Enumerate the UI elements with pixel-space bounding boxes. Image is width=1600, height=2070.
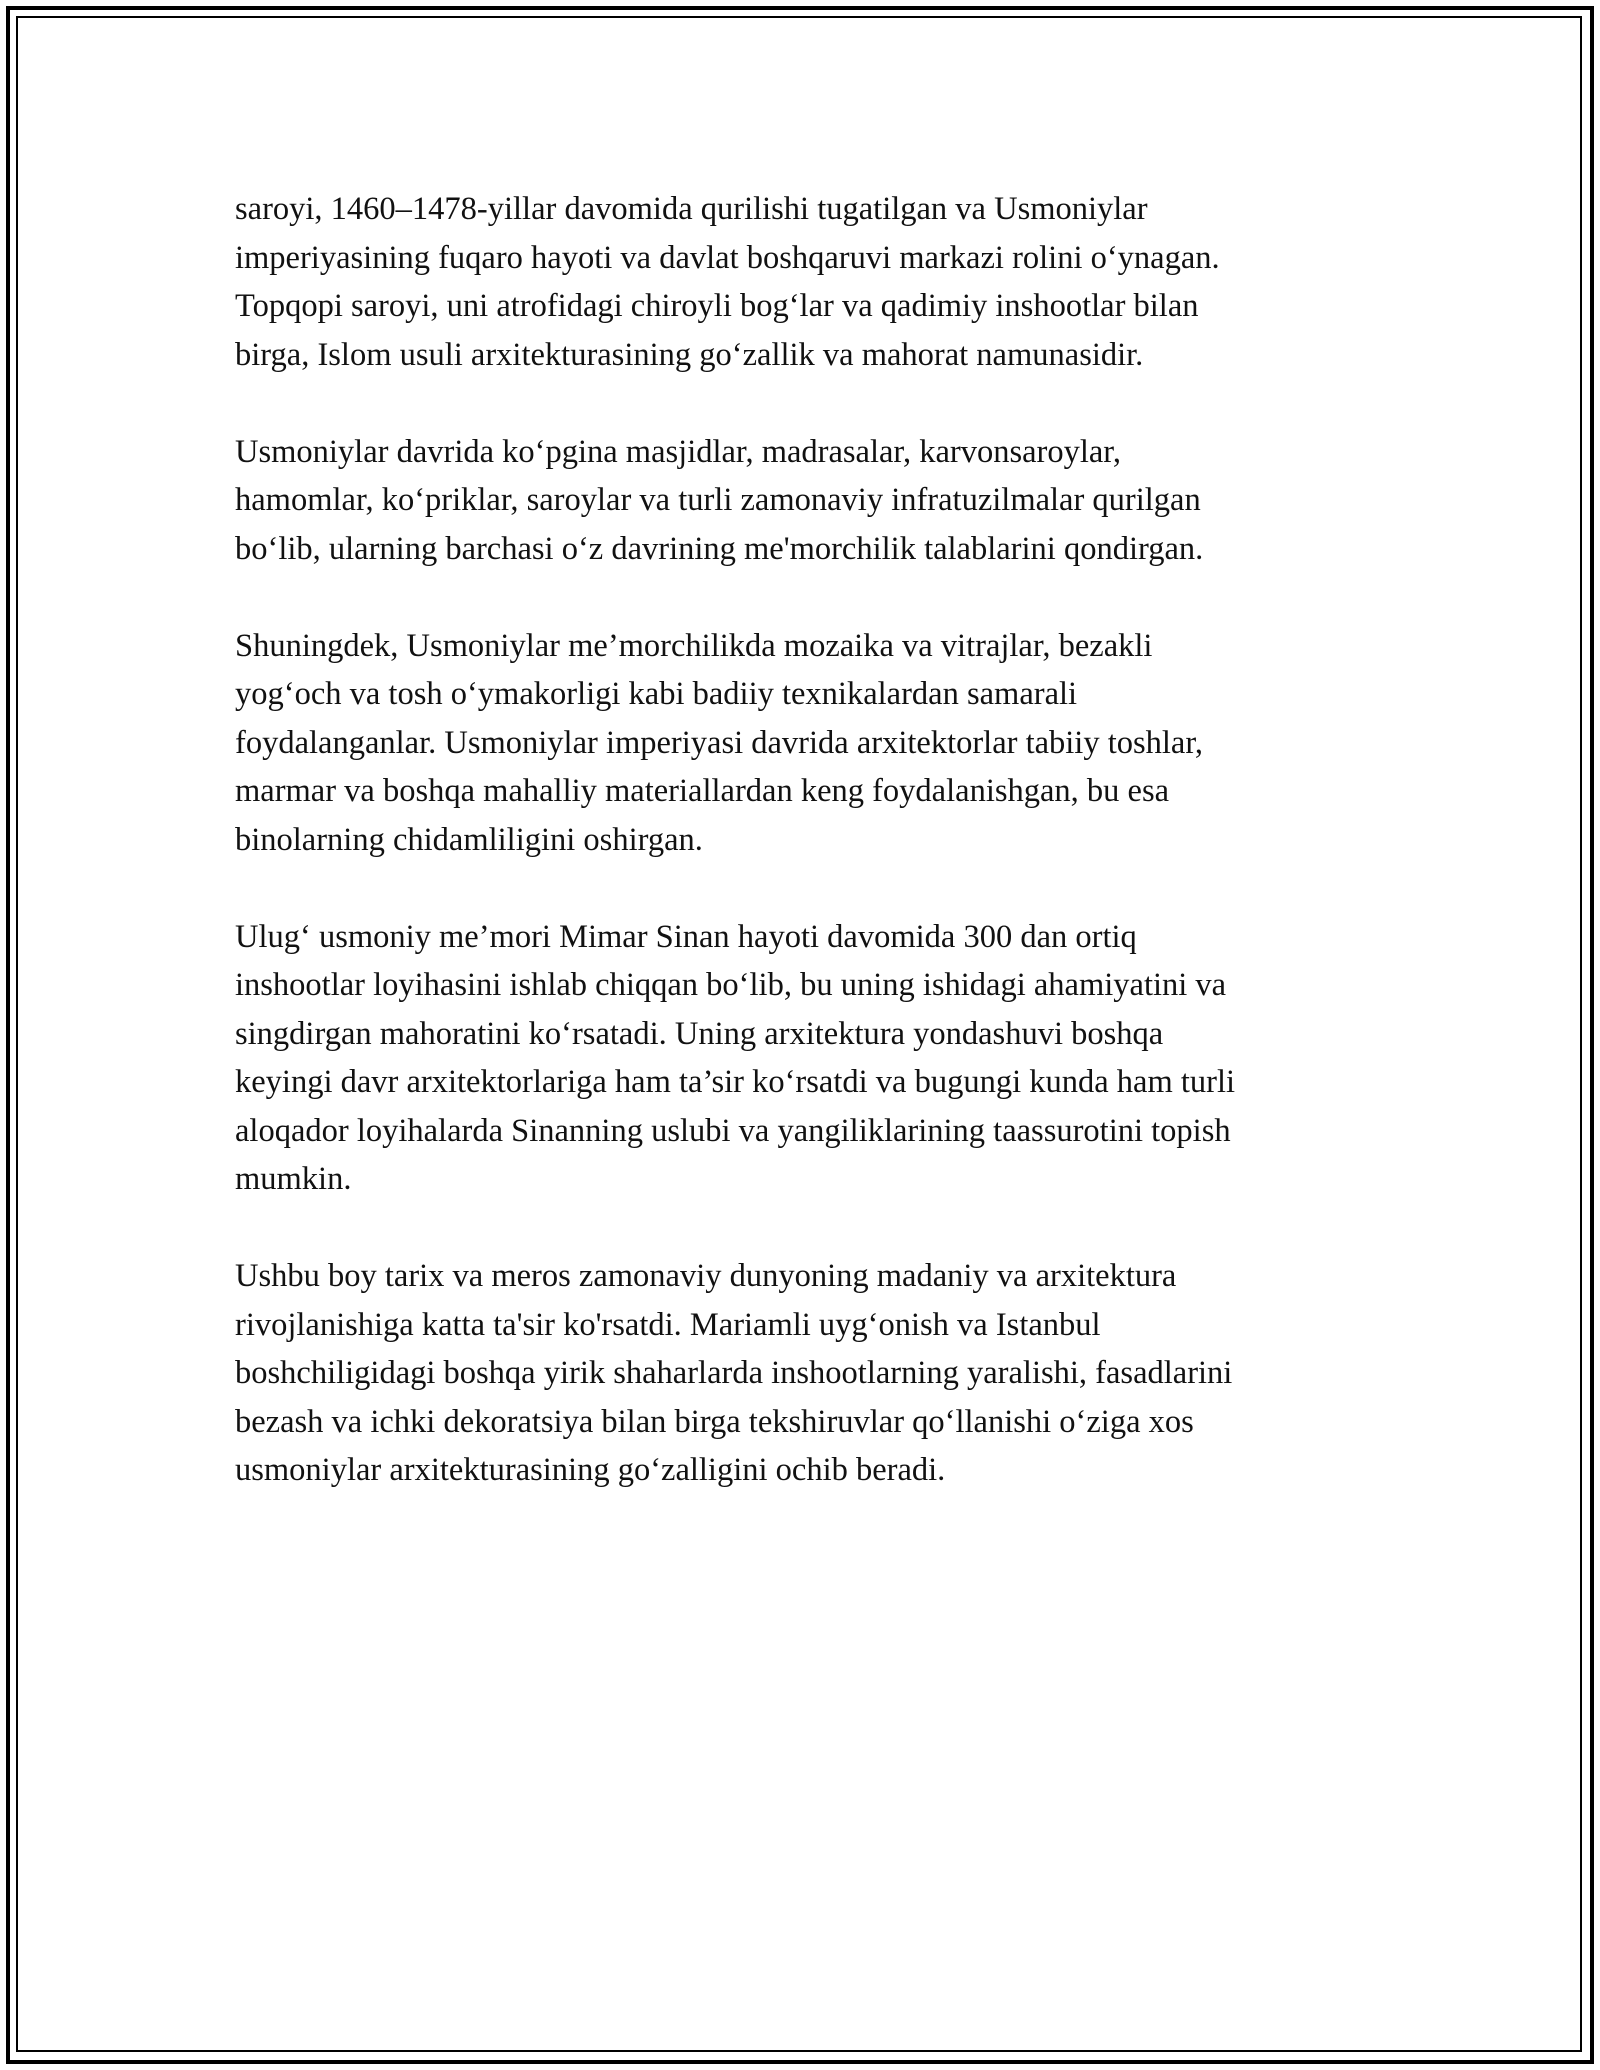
text-line: boshchiligidagi boshqa yirik shaharlarda inshootlarning yaralishi, fasadlarini bbox=[235, 1355, 1233, 1391]
text-line: bo‘lib, ularning barchasi o‘z davrining me'morchilik talablarini qondirgan. bbox=[235, 530, 1204, 567]
text-line: rivojlanishiga katta ta'sir ko'rsatdi. Mariamli uyg‘onish va Istanbul bbox=[235, 1306, 1101, 1343]
text-line: saroyi, 1460–1478-yillar davomida qurilishi tugatilgan va Usmoniylar bbox=[235, 191, 1148, 227]
text-line: marmar va boshqa mahalliy materiallardan keng foydalanishgan, bu esa bbox=[235, 773, 1170, 809]
text-line: mumkin. bbox=[235, 1161, 352, 1197]
paragraph-1 bbox=[235, 185, 1375, 379]
text-line: yog‘och va tosh o‘ymakorligi kabi badiiy texnikalardan samarali bbox=[235, 676, 1078, 712]
text-line: Ulug‘ usmoniy me’mori Mimar Sinan hayoti davomida 300 dan ortiq bbox=[235, 918, 1137, 955]
paragraph-3 bbox=[235, 622, 1375, 865]
text-line: inshootlar loyihasini ishlab chiqqan bo‘lib, bu uning ishidagi ahamiyatini va bbox=[235, 967, 1227, 1003]
text-line: foydalanganlar. Usmoniylar imperiyasi davrida arxitektorlar tabiiy toshlar, bbox=[235, 724, 1203, 761]
text-line: usmoniylar arxitekturasining go‘zalligini ochib beradi. bbox=[235, 1452, 946, 1488]
text-line: hamomlar, ko‘priklar, saroylar va turli zamonaviy infratuzilmalar qurilgan bbox=[235, 482, 1201, 518]
paragraph-2 bbox=[235, 428, 1375, 574]
text-line: imperiyasining fuqaro hayoti va davlat boshqaruvi markazi rolini o‘ynagan. bbox=[235, 239, 1220, 276]
document-body bbox=[235, 185, 1375, 1543]
text-line: singdirgan mahoratini ko‘rsatadi. Uning arxitektura yondashuvi boshqa bbox=[235, 1015, 1164, 1052]
text-line: aloqador loyihalarda Sinanning uslubi va yangiliklarining taassurotini topish bbox=[235, 1112, 1231, 1149]
text-line: bezash va ichki dekoratsiya bilan birga tekshiruvlar qo‘llanishi o‘ziga xos bbox=[235, 1403, 1194, 1440]
text-line: Ushbu boy tarix va meros zamonaviy dunyoning madaniy va arxitektura bbox=[235, 1258, 1177, 1294]
text-line: Shuningdek, Usmoniylar me’morchilikda mozaika va vitrajlar, bezakli bbox=[235, 627, 1153, 664]
text-line: Usmoniylar davrida ko‘pgina masjidlar, madrasalar, karvonsaroylar, bbox=[235, 433, 1121, 470]
paragraph-4 bbox=[235, 913, 1375, 1204]
text-line: keyingi davr arxitektorlariga ham ta’sir ko‘rsatdi va bugungi kunda ham turli bbox=[235, 1064, 1236, 1100]
paragraph-5 bbox=[235, 1252, 1375, 1495]
text-line: birga, Islom usuli arxitekturasining go‘zallik va mahorat namunasidir. bbox=[235, 336, 1144, 373]
text-line: binolarning chidamliligini oshirgan. bbox=[235, 821, 703, 858]
text-line: Topqopi saroyi, uni atrofidagi chiroyli bog‘lar va qadimiy inshootlar bilan bbox=[235, 288, 1199, 324]
